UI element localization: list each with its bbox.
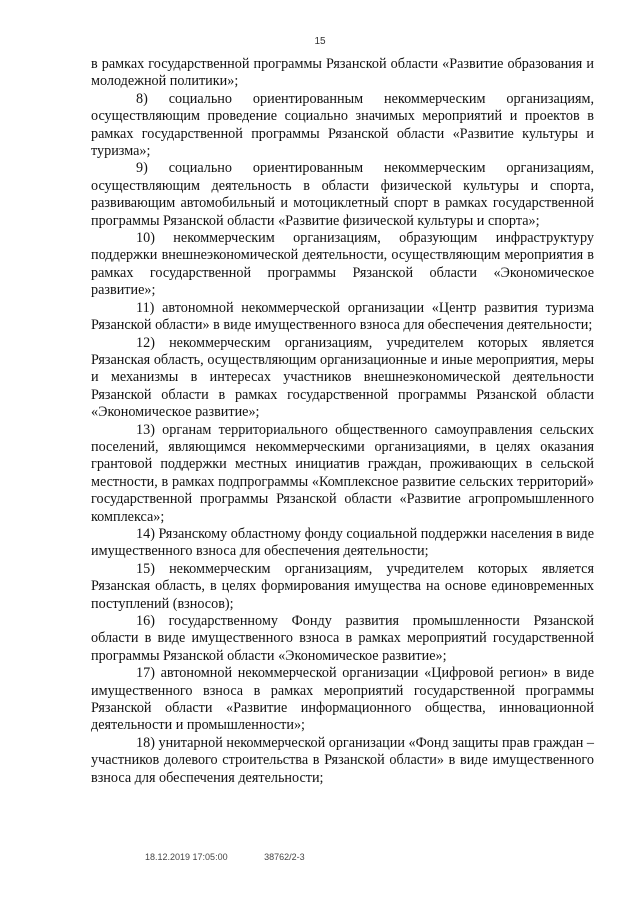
- list-item-18: 18) унитарной некоммерческой организации «Фонд защиты прав граждан – участников долевого строительства в Рязанской области» в виде имущественного взноса для обеспечения деятельности;: [91, 734, 594, 786]
- list-item-12: 12) некоммерческим организациям, учредителем которых является Рязанская область, осуществляющим организационные и иные мероприятия, меры и механизмы в интересах участников внешнеэкономической деятельности Рязанской области в рамках государственной программы Рязанской области «Экономическое развитие»;: [91, 334, 594, 421]
- document-body: [91, 56, 594, 787]
- list-item-14: 14) Рязанскому областному фонду социальной поддержки населения в виде имущественного взноса для обеспечения деятельности;: [91, 525, 595, 560]
- footer-doc-code: 38762/2-3: [264, 852, 305, 862]
- list-item-9: 9) социально ориентированным некоммерческим организациям, осуществляющим деятельность в области физической культуры и спорта, развивающим автомобильный и мотоциклетный спорт в рамках государственной программы Рязанской области «Развитие физической культуры и спорта»;: [91, 160, 594, 229]
- list-item-8: 8) социально ориентированным некоммерческим организациям, осуществляющим проведение социально значимых мероприятий и проектов в рамках государственной программы Рязанской области «Развитие культуры и туризма»;: [91, 90, 594, 160]
- list-item-11: 11) автономной некоммерческой организации «Центр развития туризма Рязанской области» в виде имущественного взноса для обеспечения деятельности;: [91, 299, 594, 334]
- footer-timestamp: 18.12.2019 17:05:00: [145, 852, 228, 862]
- paragraph-continuation: в рамках государственной программы Рязанской области «Развитие образования и молодежной политики»;: [91, 56, 594, 90]
- list-item-16: 16) государственному Фонду развития промышленности Рязанской области в виде имущественного взноса в рамках мероприятий государственной программы Рязанской области «Экономическое развитие»;: [91, 613, 594, 664]
- list-item-13: 13) органам территориального общественного самоуправления сельских поселений, являющимся некоммерческими организациями, в целях оказания грантовой поддержки местных инициатив граждан, проживающих в сельской местности, в рамках подпрограммы «Комплексное развитие сельских территорий» государственной программы Рязанской области «Развитие агропромышленного комплекса»;: [91, 421, 594, 525]
- list-item-15: 15) некоммерческим организациям, учредителем которых является Рязанская область, в целях формирования имущества на основе единовременных поступлений (взносов);: [91, 560, 594, 612]
- page-number: 15: [314, 36, 326, 47]
- page-footer: [145, 852, 305, 862]
- list-item-17: 17) автономной некоммерческой организации «Цифровой регион» в виде имущественного взноса в рамках мероприятий государственной программы Рязанской области «Развитие информационного общества, инновационной деятельности и промышленности»;: [91, 665, 594, 734]
- list-item-10: 10) некоммерческим организациям, образующим инфраструктуру поддержки внешнеэкономической деятельности, осуществляющим мероприятия в рамках государственной программы Рязанской области «Экономическое развитие»;: [91, 230, 594, 299]
